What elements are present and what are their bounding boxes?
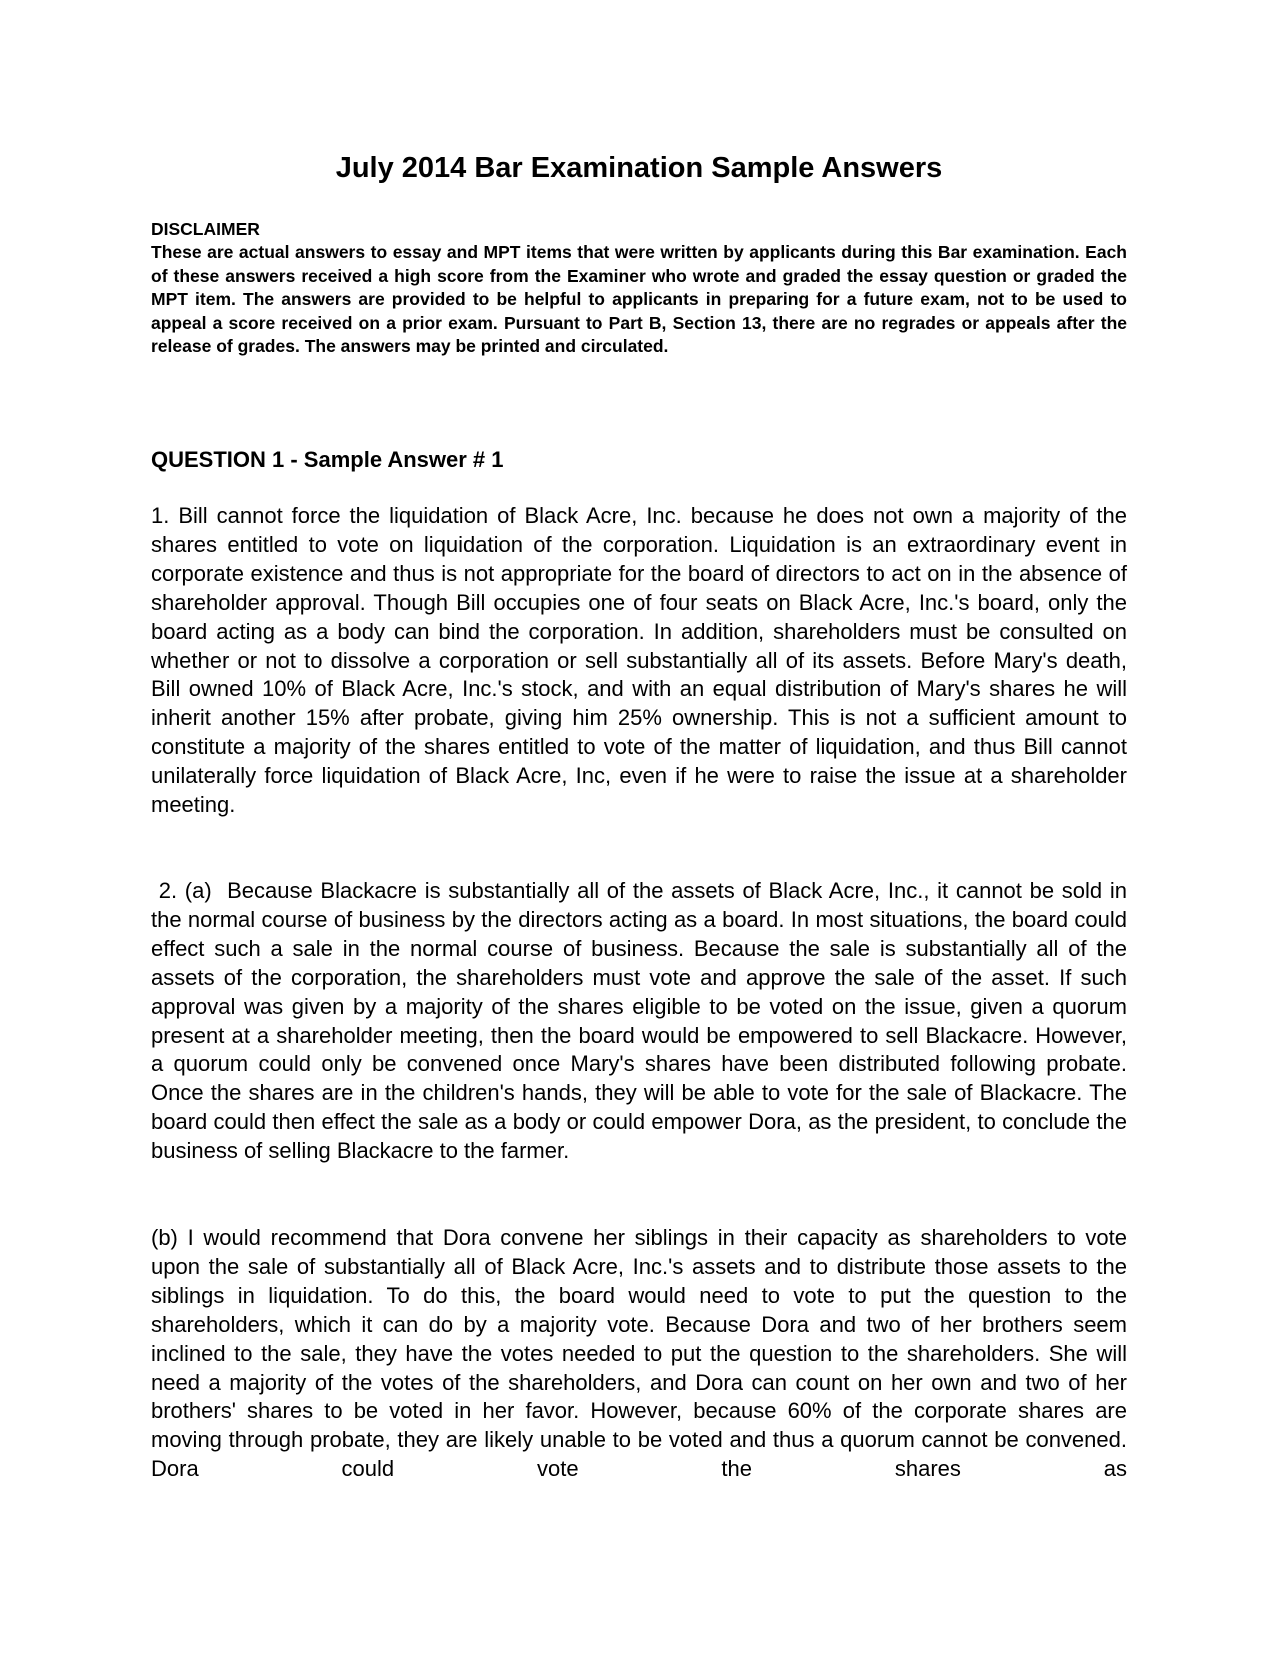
disclaimer-body: These are actual answers to essay and MPT items that were written by applicants during this Bar examination. Each of these answers received a high score from the Examiner who wrote and graded the essay question or graded the MPT item. The answers are provided to be helpful to applicants in preparing for a future exam, not to be used to appeal a score received on a prior exam. Pursuant to Part B, Section 13, there are no regrades or appeals after the release of grades. The answers may be printed and circulated.: [151, 242, 1127, 356]
answer-paragraph-2b: (b) I would recommend that Dora convene her siblings in their capacity as shareholders to vote upon the sale of substantially all of Black Acre, Inc.'s assets and to distribute those assets to the siblings in liquidation. To do this, the board would need to vote to put the question to the shareholders, which it can do by a majority vote. Because Dora and two of her brothers seem inclined to the sale, they have the votes needed to put the question to the shareholders. She will need a majority of the votes of the shareholders, and Dora can count on her own and two of her brothers' shares to be voted in her favor. However, because 60% of the corporate shares are moving through probate, they are likely unable to be voted and thus a quorum cannot be convened. Dora could vote the shares as: [151, 1225, 1127, 1482]
question-heading: QUESTION 1 - Sample Answer # 1: [151, 447, 504, 472]
document-title: July 2014 Bar Examination Sample Answers: [335, 152, 943, 184]
disclaimer-heading: DISCLAIMER: [151, 219, 260, 239]
answer-paragraph-1: 1. Bill cannot force the liquidation of Black Acre, Inc. because he does not own a majority of the shares entitled to vote on liquidation of the corporation. Liquidation is an extraordinary event in corporate existence and thus is not appropriate for the board of directors to act on in the absence of shareholder approval. Though Bill occupies one of four seats on Black Acre, Inc.'s board, only the board acting as a body can bind the corporation. In addition, shareholders must be consulted on whether or not to dissolve a corporation or sell substantially all of its assets. Before Mary's death, Bill owned 10% of Black Acre, Inc.'s stock, and with an equal distribution of Mary's shares he will inherit another 15% after probate, giving him 25% ownership. This is not a sufficient amount to constitute a majority of the shares entitled to vote of the matter of liquidation, and thus Bill cannot unilaterally force liquidation of Black Acre, Inc, even if he were to raise the issue at a shareholder meeting.: [151, 503, 1127, 818]
answer-paragraph-2a: 2. (a) Because Blackacre is substantially all of the assets of Black Acre, Inc., it cannot be sold in the normal course of business by the directors acting as a board. In most situations, the board could effect such a sale in the normal course of business. Because the sale is substantially all of the assets of the corporation, the shareholders must vote and approve the sale of the asset. If such approval was given by a majority of the shares eligible to be voted on the issue, given a quorum present at a shareholder meeting, then the board would be empowered to sell Blackacre. However, a quorum could only be convened once Mary's shares have been distributed following probate. Once the shares are in the children's hands, they will be able to vote for the sale of Blackacre. The board could then effect the sale as a body or could empower Dora, as the president, to conclude the business of selling Blackacre to the farmer.: [151, 878, 1134, 1164]
